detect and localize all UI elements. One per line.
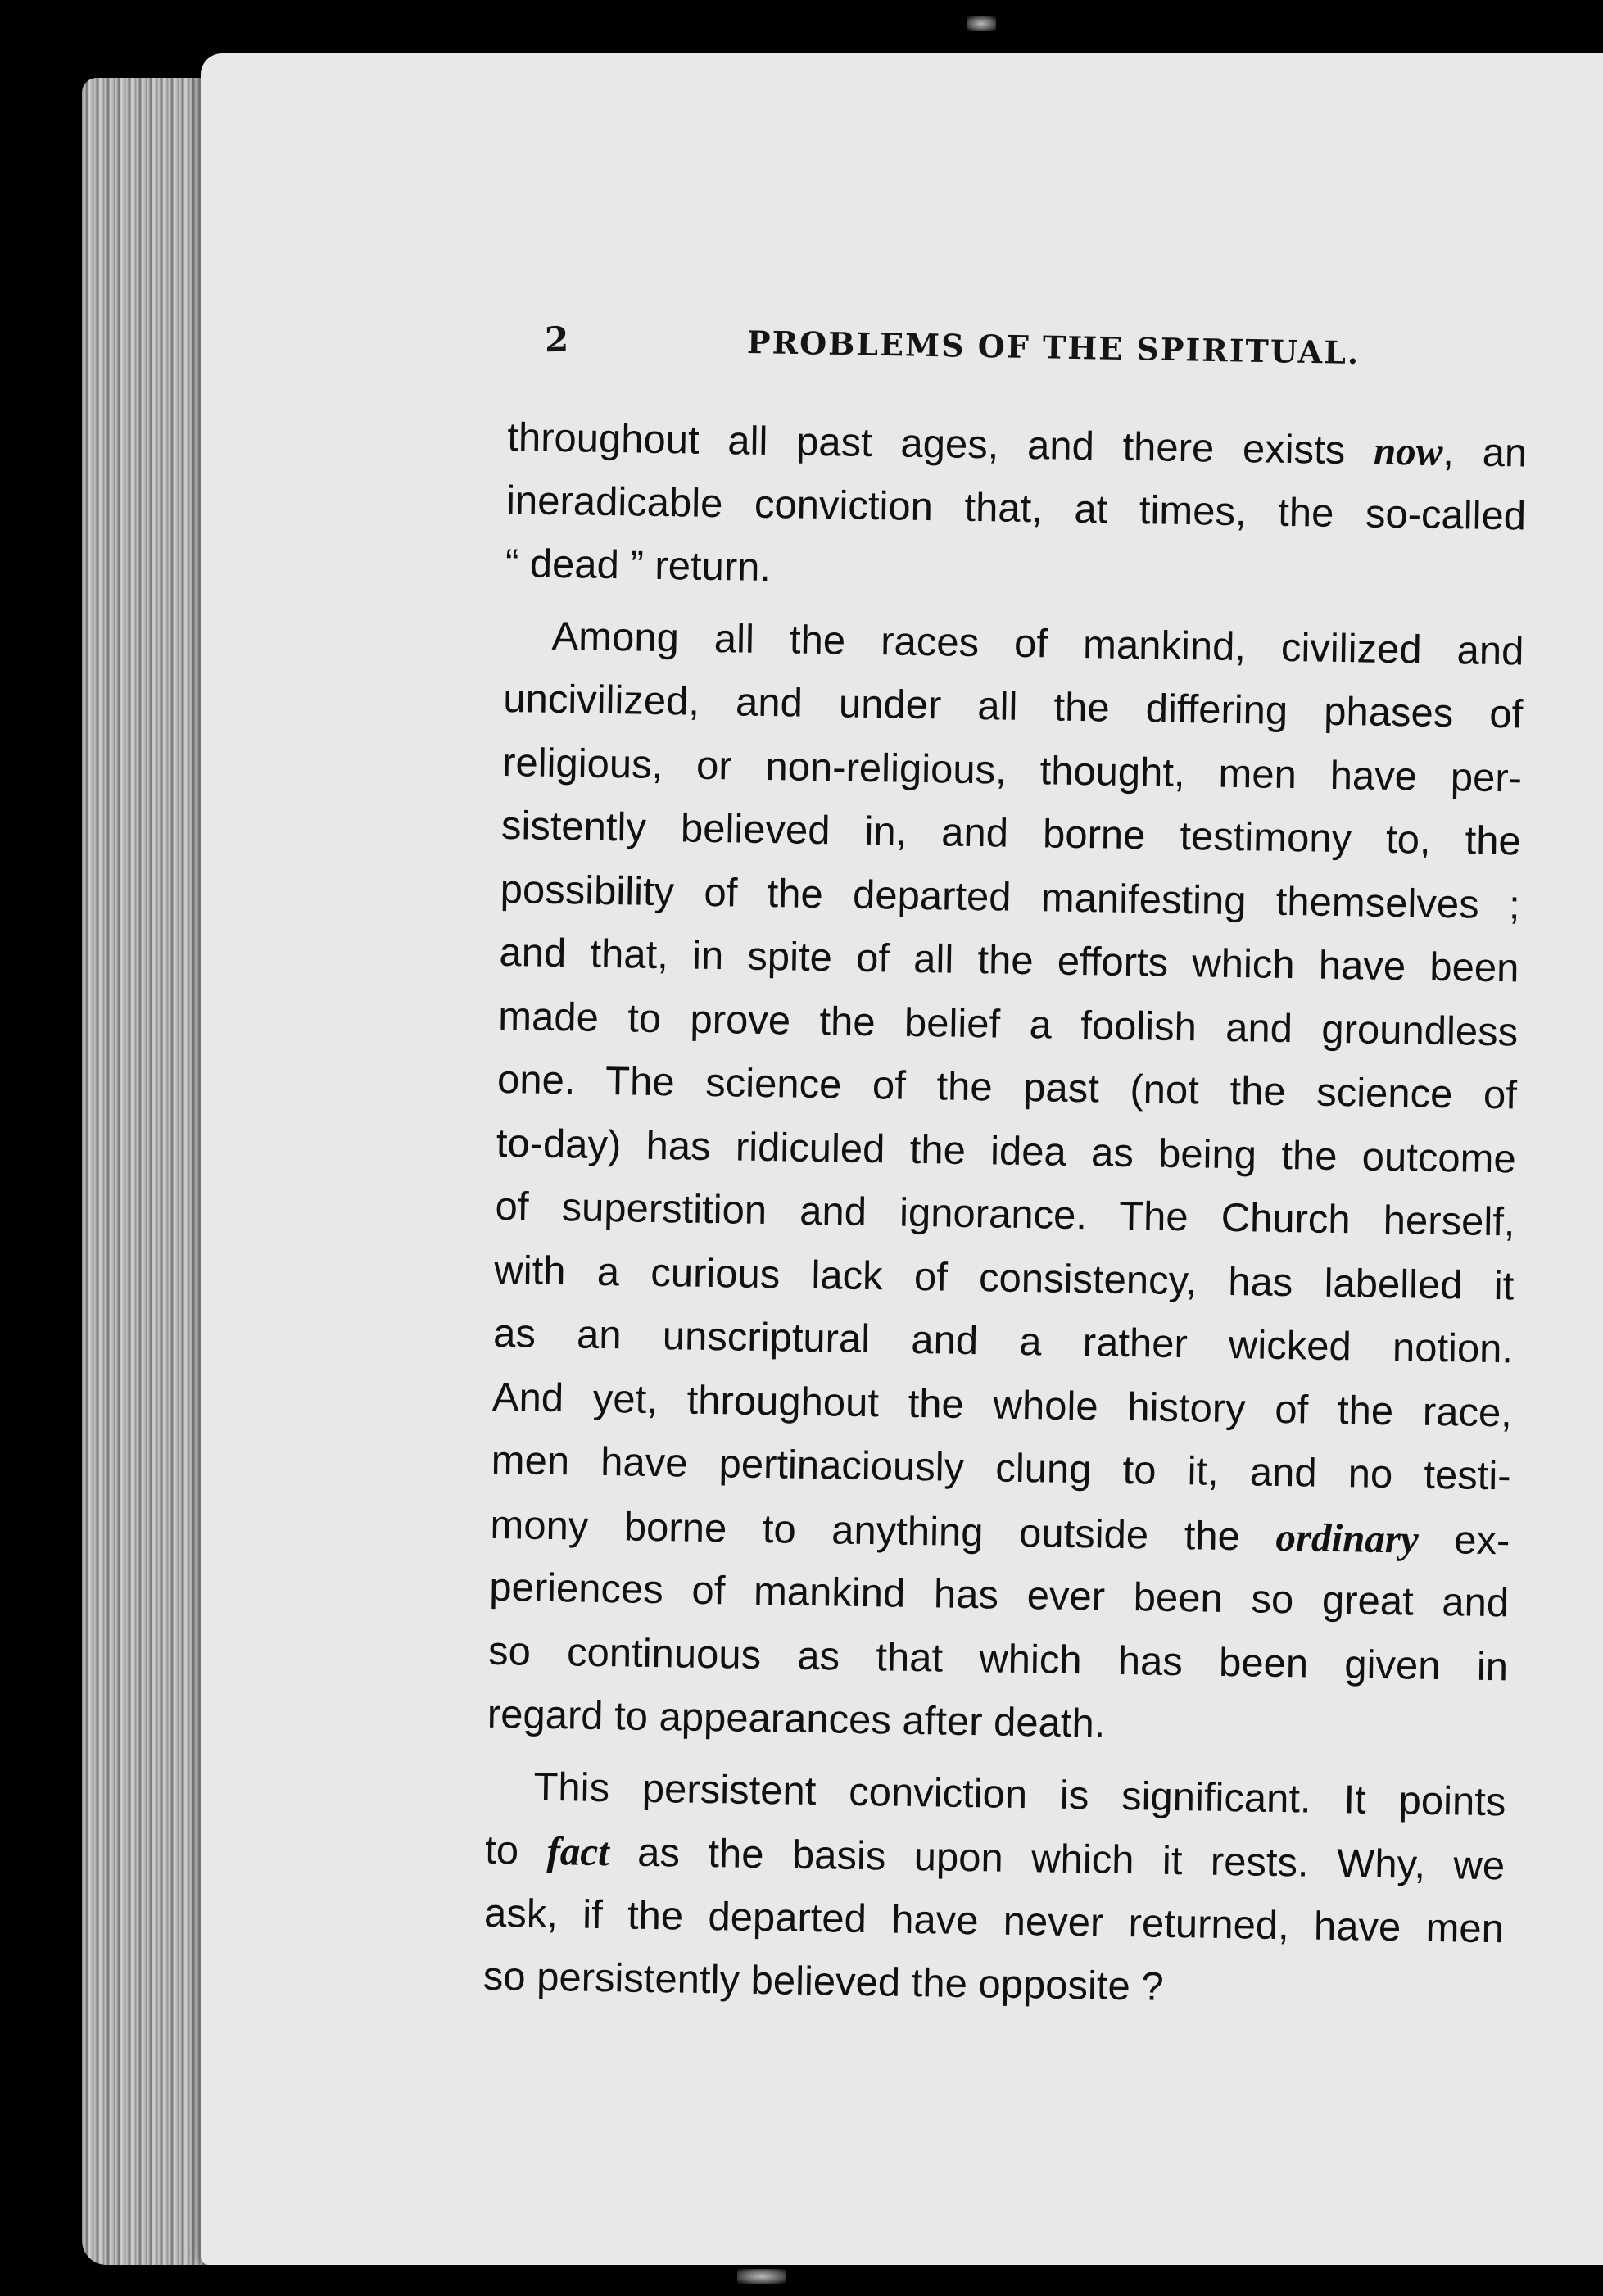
page-number: 2: [544, 319, 569, 360]
text-line: and that, in spite of all the efforts which have been: [499, 930, 1519, 991]
text-line: This persistent conviction is significant. It points: [533, 1764, 1506, 1824]
text-line: throughout all past ages, and there exists now, an: [506, 414, 1528, 476]
text-line: made to prove the belief a foolish and groundless: [497, 994, 1519, 1054]
text-line: periences of mankind has ever been so great and: [488, 1565, 1510, 1626]
body-text: [482, 405, 1528, 2025]
text-line: men have pertinaciously clung to it, and no testi-: [491, 1438, 1512, 1499]
text-line: with a curious lack of consistency, has labelled it: [493, 1248, 1515, 1308]
text-line: And yet, throughout the whole history of the race,: [491, 1374, 1513, 1435]
text-line: regard to appearances after death.: [487, 1691, 1106, 1746]
text-line: one. The science of the past (not the science of: [496, 1057, 1518, 1118]
text-line: uncivilized, and under all the differing phases of: [502, 676, 1524, 737]
text-line: so persistently believed the opposite ?: [482, 1954, 1165, 2009]
text-line: religious, or non-religious, thought, men have per-: [501, 740, 1523, 800]
text-line: possibility of the departed manifesting themselves ;: [500, 867, 1520, 927]
text-line: ineradicable conviction that, at times, the so-called: [505, 478, 1527, 539]
text-line: so continuous as that which has been given in: [487, 1628, 1509, 1689]
text-line: “ dead ” return.: [505, 541, 772, 591]
scan-smudge-top: [967, 16, 996, 31]
text-line: sistently believed in, and borne testimony to, the: [500, 803, 1522, 864]
text-line: Among all the races of mankind, civilized and: [551, 614, 1524, 674]
text-line: of superstition and ignorance. The Church herself,: [495, 1184, 1515, 1245]
running-head: PROBLEMS OF THE SPIRITUAL.: [746, 324, 1361, 372]
text-line: mony borne to anything outside the ordinary ex-: [490, 1502, 1510, 1563]
text-line: to fact as the basis upon which it rests. Why, we: [484, 1827, 1506, 1889]
scan-smudge-bottom: [737, 2269, 786, 2284]
text-line: ask, if the departed have never returned, have men: [483, 1891, 1505, 1951]
text-line: to-day) has ridiculed the idea as being the outcome: [496, 1121, 1517, 1181]
text-line: as an unscriptural and a rather wicked notion.: [492, 1311, 1514, 1372]
